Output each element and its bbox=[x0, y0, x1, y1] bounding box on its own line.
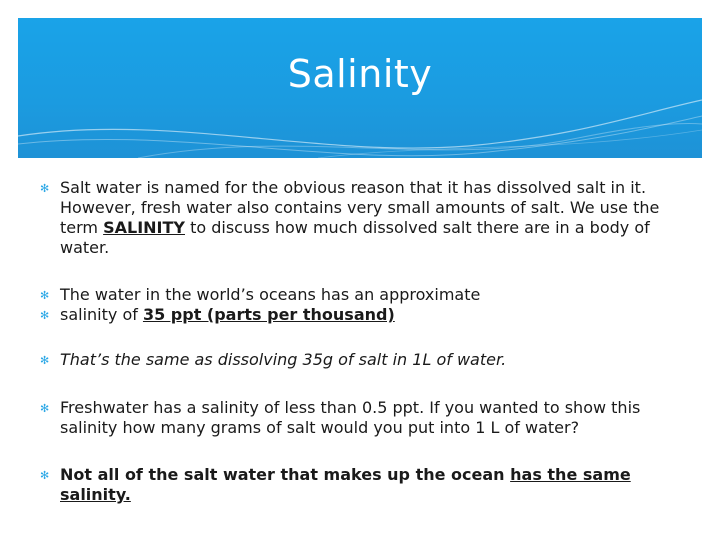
bullet-1-text: Salt water is named for the obvious reason that it has dissolved salt in it. However, fresh water also contains very small amounts of salt. We use the term bbox=[60, 178, 660, 237]
asterisk-bullet-icon: ✻ bbox=[40, 354, 50, 367]
bullet-list bbox=[40, 178, 680, 505]
salinity-term: SALINITY bbox=[103, 218, 185, 237]
bullet-5-text: Freshwater has a salinity of less than 0.5 ppt. If you wanted to show this salinity how many grams of salt would you put into 1 L of water? bbox=[60, 398, 641, 437]
asterisk-bullet-icon: ✻ bbox=[40, 182, 50, 195]
bullet-item-2 bbox=[40, 285, 680, 305]
ppt-definition: 35 ppt (parts per thousand) bbox=[142, 305, 395, 324]
bullet-item-6 bbox=[40, 465, 680, 505]
asterisk-bullet-icon: ✻ bbox=[40, 309, 50, 322]
bullet-item-4 bbox=[40, 350, 680, 370]
bullet-item-1 bbox=[40, 178, 680, 258]
bullet-item-3 bbox=[40, 305, 680, 325]
same-salinity-phrase: has the same salinity. bbox=[60, 465, 631, 504]
asterisk-bullet-icon: ✻ bbox=[40, 469, 50, 482]
bullet-item-5 bbox=[40, 398, 680, 438]
asterisk-bullet-icon: ✻ bbox=[40, 402, 50, 415]
bullet-6-text: Not all of the salt water that makes up the ocean bbox=[60, 465, 511, 484]
asterisk-bullet-icon: ✻ bbox=[40, 289, 50, 302]
bullet-2-text: The water in the world’s oceans has an approximate bbox=[60, 285, 481, 304]
bullet-3-text: salinity of bbox=[60, 305, 143, 324]
bullet-1-text-end: to discuss how much dissolved salt there are in a body of water. bbox=[60, 218, 650, 257]
bullet-4-text: That’s the same as dissolving 35g of salt in 1L of water. bbox=[60, 350, 507, 369]
slide-title: Salinity bbox=[287, 52, 433, 96]
